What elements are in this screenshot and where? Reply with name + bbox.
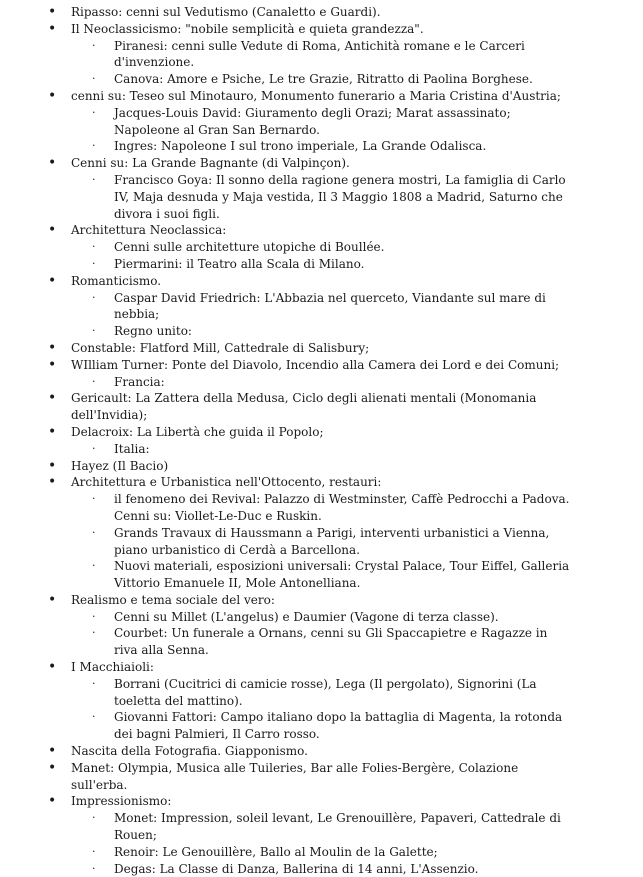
sub-bullet-icon: · (92, 72, 96, 86)
sub-list-item (0, 525, 643, 559)
list-item-text: Cenni sulle architetture utopiche di Boullée. (114, 240, 385, 255)
bullet-icon: • (48, 423, 57, 440)
sub-list-item (0, 138, 643, 155)
list-item-text: Hayez (Il Bacio) (71, 458, 169, 473)
list-item (0, 340, 643, 357)
list-item-text: Caspar David Friedrich: L'Abbazia nel querceto, Viandante sul mare di nebbia; (114, 290, 546, 322)
sub-list-item (0, 374, 643, 391)
list-item-text: Constable: Flatford Mill, Cattedrale di Salisbury; (71, 340, 370, 355)
sub-list-item (0, 491, 643, 525)
list-item (0, 273, 643, 290)
list-item-text: WIlliam Turner: Ponte del Diavolo, Incendio alla Camera dei Lord e dei Comuni; (71, 357, 560, 372)
bullet-icon: • (48, 87, 57, 104)
bullet-icon: • (48, 457, 57, 474)
sub-bullet-icon: · (92, 172, 96, 186)
sub-bullet-icon: · (92, 290, 96, 304)
bullet-icon: • (48, 474, 57, 491)
list-item-text: I Macchiaioli: (71, 660, 154, 675)
sub-list-item (0, 323, 643, 340)
list-item-text: Jacques-Louis David: Giuramento degli Orazi; Marat assassinato; Napoleone al Gran San Bernardo. (114, 105, 511, 137)
list-item-text: Piranesi: cenni sulle Vedute di Roma, Antichità romane e le Carceri d'invenzione. (114, 38, 525, 70)
list-item-text: Degas: La Classe di Danza, Ballerina di 14 anni, L'Assenzio. (114, 861, 479, 876)
bullet-icon: • (48, 659, 57, 676)
list-item-text: Delacroix: La Libertà che guida il Popolo; (71, 424, 324, 439)
list-item-text: Francisco Goya: Il sonno della ragione genera mostri, La famiglia di Carlo IV, Maja desnuda y Maja vestida, Il 3 Maggio 1808 a Madrid, Saturno che divora i suoi figli. (114, 172, 566, 221)
bullet-icon: • (48, 20, 57, 37)
bullet-icon: • (48, 272, 57, 289)
bullet-icon: • (48, 356, 57, 373)
list-item-text: Gericault: La Zattera della Medusa, Ciclo degli alienati mentali (Monomania dell'Invidia); (71, 391, 537, 423)
sub-list-item (0, 676, 643, 710)
sub-list-item (0, 609, 643, 626)
list-item-text: Francia: (114, 374, 165, 389)
sub-list-item (0, 239, 643, 256)
list-item-text: Cenni su Millet (L'angelus) e Daumier (Vagone di terza classe). (114, 609, 499, 624)
list-item-text: Impressionismo: (71, 794, 172, 809)
sub-bullet-icon: · (92, 525, 96, 539)
bullet-icon: • (48, 743, 57, 760)
sub-list-item (0, 71, 643, 88)
list-item-text: Renoir: Le Genouillère, Ballo al Moulin de la Galette; (114, 844, 438, 859)
list-item-text: Regno unito: (114, 324, 192, 339)
sub-list-item (0, 441, 643, 458)
sub-list-item (0, 558, 643, 592)
sub-list-item (0, 105, 643, 139)
sub-bullet-icon: · (92, 374, 96, 388)
list-item-text: Nuovi materiali, esposizioni universali: Crystal Palace, Tour Eiffel, Galleria Vittorio Emanuele II, Mole Antonelliana. (114, 559, 570, 591)
sub-list-item (0, 290, 643, 324)
list-item (0, 424, 643, 441)
list-item-text: Giovanni Fattori: Campo italiano dopo la battaglia di Magenta, la rotonda dei bagni Palmieri, Il Carro rosso. (114, 710, 563, 742)
sub-bullet-icon: · (92, 559, 96, 573)
list-item-text: Monet: Impression, soleil levant, Le Grenouillère, Papaveri, Cattedrale di Rouen; (114, 811, 561, 843)
bullet-icon: • (48, 339, 57, 356)
sub-bullet-icon: · (92, 861, 96, 875)
list-item-text: Architettura Neoclassica: (71, 223, 227, 238)
sub-bullet-icon: · (92, 441, 96, 455)
list-item-text: il fenomeno dei Revival: Palazzo di Westminster, Caffè Pedrocchi a Padova. Cenni su: Viollet-Le-Duc e Ruskin. (114, 492, 570, 523)
sub-bullet-icon: · (92, 105, 96, 119)
list-item (0, 390, 643, 424)
document-page (0, 4, 643, 877)
bullet-icon: • (48, 222, 57, 239)
bullet-icon: • (48, 591, 57, 608)
list-item-text: Ingres: Napoleone I sul trono imperiale, La Grande Odalisca. (114, 139, 487, 154)
sub-bullet-icon: · (92, 844, 96, 858)
list-item (0, 155, 643, 172)
bullet-icon: • (48, 793, 57, 810)
list-item (0, 659, 643, 676)
list-item-text: Cenni su: La Grande Bagnante (di Valpinçon). (71, 156, 350, 171)
list-item-text: Realismo e tema sociale del vero: (71, 592, 275, 607)
list-item (0, 760, 643, 794)
list-item (0, 743, 643, 760)
bullet-icon: • (48, 4, 57, 20)
sub-bullet-icon: · (92, 710, 96, 724)
sub-list-item (0, 38, 643, 72)
sub-list-item (0, 256, 643, 273)
list-item (0, 21, 643, 38)
bullet-icon: • (48, 390, 57, 407)
sub-list-item (0, 844, 643, 861)
sub-bullet-icon: · (92, 240, 96, 254)
sub-bullet-icon: · (92, 492, 96, 506)
sub-list-item (0, 709, 643, 743)
list-item (0, 4, 643, 21)
sub-list-item (0, 810, 643, 844)
list-item-text: Grands Travaux di Haussmann a Parigi, interventi urbanistici a Vienna, piano urbanistico di Cerdà a Barcellona. (114, 525, 550, 557)
sub-bullet-icon: · (92, 38, 96, 52)
sub-bullet-icon: · (92, 676, 96, 690)
list-item-text: Nascita della Fotografia. Giapponismo. (71, 744, 308, 759)
sub-bullet-icon: · (92, 324, 96, 338)
sub-bullet-icon: · (92, 609, 96, 623)
sub-list-item (0, 625, 643, 659)
list-item-text: Manet: Olympia, Musica alle Tuileries, Bar alle Folies-Bergère, Colazione sull'erba. (71, 760, 519, 792)
list-item-text: Borrani (Cucitrici di camicie rosse), Lega (Il pergolato), Signorini (La toeletta del mattino). (114, 676, 537, 708)
list-item (0, 793, 643, 810)
list-item (0, 222, 643, 239)
sub-list-item (0, 172, 643, 222)
sub-bullet-icon: · (92, 811, 96, 825)
list-item-text: cenni su: Teseo sul Minotauro, Monumento funerario a Maria Cristina d'Austria; (71, 88, 561, 103)
bullet-icon: • (48, 155, 57, 172)
sub-bullet-icon: · (92, 139, 96, 153)
list-item (0, 474, 643, 491)
list-item (0, 88, 643, 105)
list-item-text: Canova: Amore e Psiche, Le tre Grazie, Ritratto di Paolina Borghese. (114, 72, 533, 87)
list-item-text: Romanticismo. (71, 273, 162, 288)
list-item-text: Courbet: Un funerale a Ornans, cenni su Gli Spaccapietre e Ragazze in riva alla Senna. (114, 626, 548, 658)
sub-list-item (0, 861, 643, 877)
list-item-text: Italia: (114, 441, 150, 456)
list-item-text: Piermarini: il Teatro alla Scala di Milano. (114, 256, 365, 271)
list-item (0, 458, 643, 475)
list-item-text: Architettura e Urbanistica nell'Ottocento, restauri: (71, 475, 382, 490)
list-item (0, 592, 643, 609)
list-item-text: Il Neoclassicismo: "nobile semplicità e quieta grandezza". (71, 21, 424, 36)
list-item (0, 357, 643, 374)
bullet-icon: • (48, 759, 57, 776)
list-item-text: Ripasso: cenni sul Vedutismo (Canaletto e Guardi). (71, 5, 381, 19)
sub-bullet-icon: · (92, 256, 96, 270)
sub-bullet-icon: · (92, 626, 96, 640)
